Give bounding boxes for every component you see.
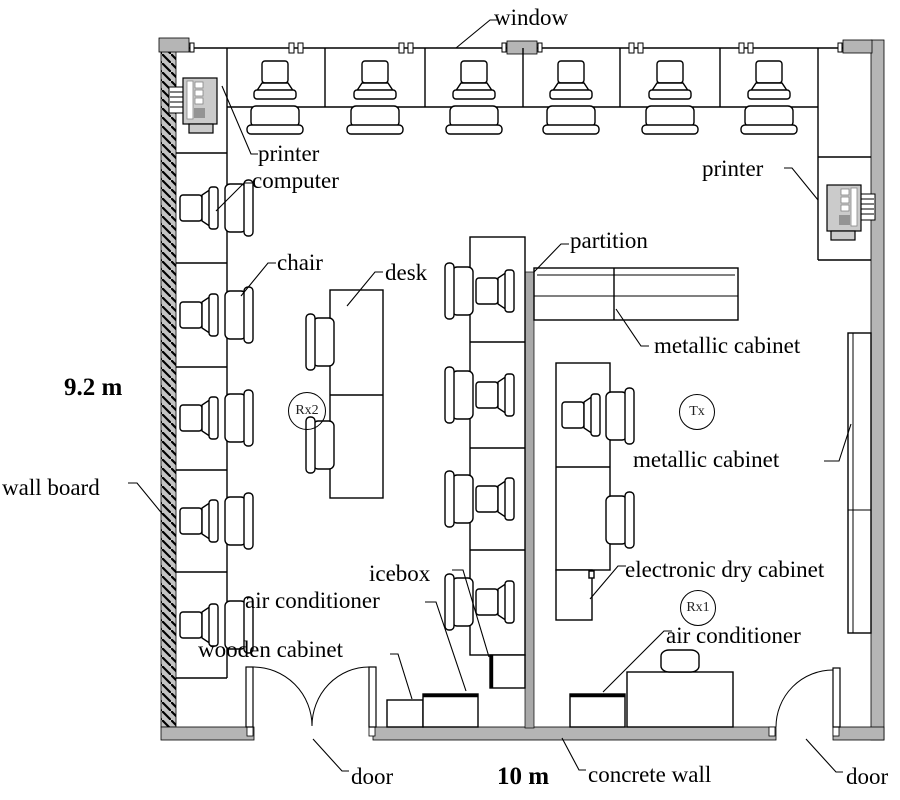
leader-wooden-cabinet: [390, 654, 412, 699]
partition-wall: [525, 272, 534, 728]
leader-concrete-wall: [562, 738, 586, 770]
doors: [246, 667, 840, 736]
label-desk: desk: [385, 260, 428, 285]
leader-wall-board: [128, 483, 164, 516]
computer-icon: [453, 61, 495, 99]
bottom-appliances: [387, 650, 733, 727]
cabinet-detail: [589, 571, 594, 578]
window-joint-icon: [838, 43, 842, 52]
marker-rx1: Rx1: [680, 590, 716, 626]
right-wall: [871, 40, 884, 740]
door-jamb: [369, 727, 375, 736]
desk: [330, 290, 383, 498]
door-swing-arc: [776, 670, 833, 727]
marker-tx: Tx: [679, 394, 715, 430]
computer-icon: [180, 500, 218, 542]
label-metallic-cabinet-right: metallic cabinet: [633, 447, 780, 472]
label-metallic-cabinet-top: metallic cabinet: [654, 333, 801, 358]
chair-icon: [225, 287, 253, 343]
label-door-right: door: [846, 764, 889, 789]
metallic-cabinet-right: [848, 333, 871, 633]
chair-icon: [606, 388, 634, 444]
wooden-cabinet: [387, 700, 423, 727]
chair-icon: [445, 471, 473, 527]
leader-electronic-dry-cabinet: [590, 566, 626, 599]
leader-metallic-cabinet-right: [824, 424, 851, 461]
chair-icon: [543, 106, 599, 134]
label-electronic-dry-cabinet: electronic dry cabinet: [625, 557, 825, 582]
icebox-shape: [490, 655, 525, 688]
chairs-top-row: [247, 106, 797, 134]
label-wooden-cabinet: wooden cabinet: [198, 637, 343, 662]
computer-icon: [748, 61, 790, 99]
leader-door-right: [806, 739, 843, 772]
window-pillar-mid: [507, 41, 537, 54]
chair-icon: [225, 493, 253, 549]
door-swing-arc: [312, 667, 369, 726]
chair-icon: [247, 106, 303, 134]
label-printer-right: printer: [702, 156, 764, 181]
window-joint-icon: [190, 43, 194, 52]
computer-icon: [180, 294, 218, 336]
chair-icon: [445, 263, 473, 319]
label-air-conditioner-right: air conditioner: [666, 623, 801, 648]
bottom-wall-right: [833, 727, 884, 740]
printer-icon: [827, 185, 875, 240]
computer-icon: [649, 61, 691, 99]
chair-icon: [445, 367, 473, 423]
label-air-conditioner-left: air conditioner: [245, 588, 380, 613]
window-joint-icon: [502, 43, 506, 52]
chair-icon: [741, 106, 797, 134]
chair-icon: [225, 390, 253, 446]
computer-icon: [180, 187, 218, 229]
label-window: window: [494, 5, 569, 30]
door-leaf-left2: [369, 667, 376, 727]
air-conditioner-unit: [627, 672, 733, 727]
label-wall-board: wall board: [2, 475, 100, 500]
central-desk: [330, 290, 383, 498]
label-printer-left: printer: [258, 141, 320, 166]
air-conditioner-right: [570, 694, 625, 727]
door-jamb: [833, 727, 839, 736]
door-jamb: [769, 727, 775, 736]
label-door-left: door: [351, 764, 394, 789]
air-conditioner-left: [423, 694, 478, 727]
chair-icon: [347, 106, 403, 134]
computer-icon: [254, 61, 296, 99]
metallic-cabinet-top: [534, 268, 738, 320]
label-room-width: 10 m: [497, 763, 550, 790]
leader-printer-right: [784, 168, 818, 200]
door-leaf-right: [833, 668, 840, 727]
label-chair: chair: [277, 250, 323, 275]
window-pillar-left: [159, 38, 189, 52]
label-computer: computer: [252, 168, 339, 193]
bottom-wall-mid: [373, 727, 776, 740]
chairs-middle-strip: [445, 263, 473, 630]
computers-top-row: [254, 61, 790, 99]
chair-icon: [445, 574, 473, 630]
label-concrete-wall: concrete wall: [588, 762, 712, 787]
label-partition: partition: [570, 228, 648, 253]
computer-icon: [550, 61, 592, 99]
chairs-left-strip: [225, 180, 253, 653]
computer-icon: [354, 61, 396, 99]
chair-icon: [446, 106, 502, 134]
chair-icon: [642, 106, 698, 134]
door-jamb: [247, 727, 253, 736]
electronic-dry-cabinet: [556, 570, 592, 620]
bottom-wall-left: [161, 727, 254, 740]
leader-window: [456, 20, 497, 48]
computers-left-strip: [180, 187, 218, 646]
chair-icon: [306, 314, 334, 370]
window-joint-icon: [538, 43, 542, 52]
window-pillar-right: [843, 40, 872, 53]
computer-icon: [180, 397, 218, 439]
leader-door-left: [313, 739, 349, 771]
door-leaf-left: [246, 667, 253, 727]
marker-rx2: Rx2: [288, 392, 326, 430]
door-swing-arc: [253, 667, 312, 726]
chair-icon: [606, 492, 634, 548]
ac-fan: [661, 650, 699, 672]
label-icebox: icebox: [369, 561, 431, 586]
label-room-height: 9.2 m: [64, 374, 123, 401]
wall-board-strip: [161, 48, 176, 727]
